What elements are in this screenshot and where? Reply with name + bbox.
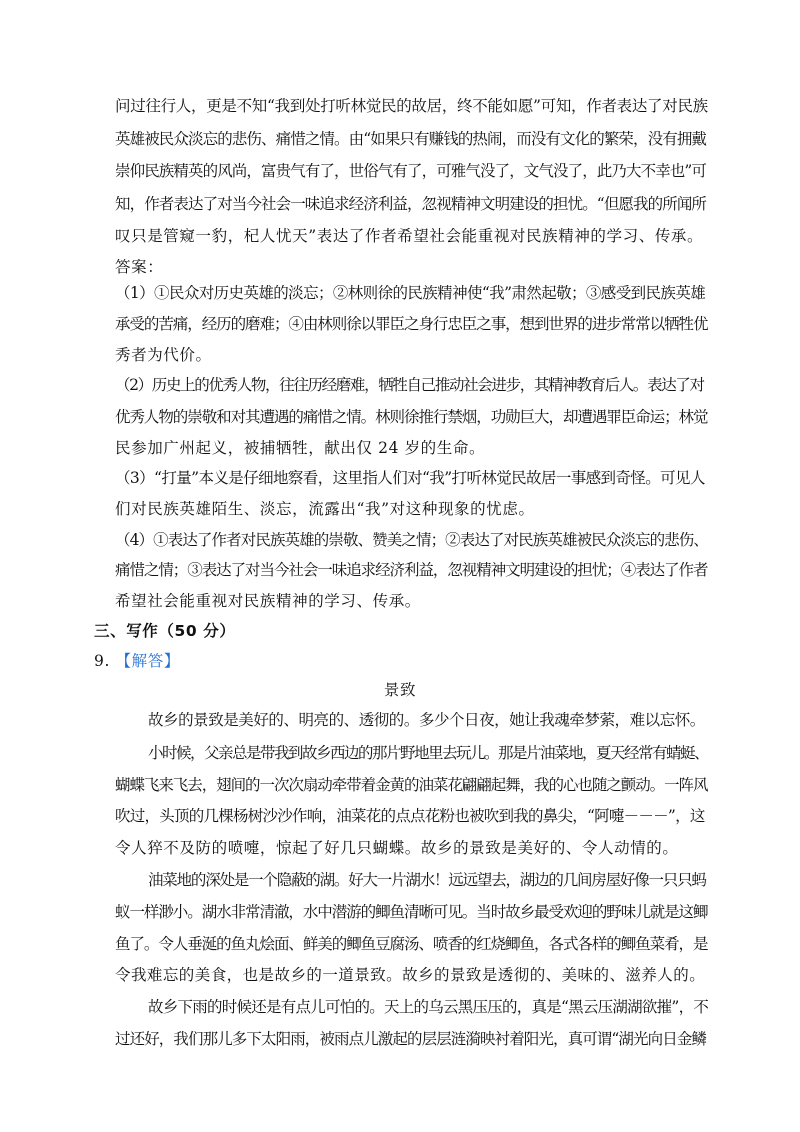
- essay-line: 故乡下雨的时候还是有点儿可怕的。天上的乌云黑压压的，真是“黑云压湖湖欲摧”，不: [148, 998, 709, 1016]
- essay-line: 吹过，头顶的几棵杨树沙沙作响，油菜花的点点花粉也被吹到我的鼻尖，“阿嚏－－－”，这: [115, 807, 705, 825]
- essay-line: 蝴蝶飞来飞去，翅间的一次次扇动牵带着金黄的油菜花翩翩起舞，我的心也随之颤动。一阵风: [115, 776, 708, 794]
- answer-line: （1）①民众对历史英雄的淡忘；②林则徐的民族精神使“我”肃然起敬；③感受到民族英雄: [115, 284, 706, 302]
- analysis-line: 知，作者表达了对当今社会一味追求经济利益，忽视精神文明建设的担忧。“但愿我的所闻所: [115, 195, 707, 213]
- essay-title: 景致: [383, 681, 417, 699]
- essay-line: 过还好，我们那儿多下太阳雨，被雨点儿激起的层层涟漪映衬着阳光，真可谓“湖光向日金鳞: [115, 1030, 707, 1048]
- answer-line: 希望社会能重视对民族精神的学习、传承。: [115, 592, 421, 610]
- essay-line: 油菜地的深处是一个隐蔽的湖。好大一片湖水！远远望去，湖边的几间房屋好像一只只蚂: [148, 871, 706, 889]
- essay-line: 鱼了。令人垂涎的鱼丸烩面、鲜美的鲫鱼豆腐汤、喷香的红烧鲫鱼，各式各样的鲫鱼菜肴，是: [115, 935, 708, 953]
- answer-line: 优秀人物的崇敬和对其遭遇的痛惜之情。林则徐推行禁烟，功勋巨大，却遭遇罪臣命运；林觉: [115, 408, 708, 426]
- answer-label: 答案：: [115, 258, 164, 276]
- question-header: [94, 651, 180, 671]
- section-title: 三、写作（50 分）: [94, 622, 236, 640]
- essay-line: 小时候，父亲总是带我到故乡西边的那片野地里去玩儿。那是片油菜地，夏天经常有蜻蜓、: [148, 744, 709, 762]
- answer-line: （3）“打量”本义是仔细地察看，这里指人们对“我”打听林觉民故居一事感到奇怪。可见人: [115, 469, 705, 487]
- essay-line: 故乡的景致是美好的、明亮的、透彻的。多少个日夜，她让我魂牵梦萦，难以忘怀。: [148, 711, 705, 729]
- essay-line: 令我难忘的美食，也是故乡的一道景致。故乡的景致是透彻的、美味的、滋养人的。: [115, 966, 706, 984]
- analysis-line: 叹只是管窥一豹，杞人忧天”表达了作者希望社会能重视对民族精神的学习、传承。: [115, 227, 704, 245]
- essay-line: 蚁一样渺小。湖水非常清澈，水中潜游的鲫鱼清晰可见。当时故乡最受欢迎的野味儿就是这鲫: [115, 903, 708, 921]
- analysis-line: 崇仰民族精英的风尚，富贵气有了，世俗气有了，可雅气没了，文气没了，此乃大不幸也”可: [115, 162, 707, 180]
- essay-line: 令人猝不及防的喷嚏，惊起了好几只蝴蝶。故乡的景致是美好的、令人动情的。: [115, 839, 679, 857]
- answer-line: 民参加广州起义，被捕牺牲，献出仅 24 岁的生命。: [115, 439, 486, 457]
- answer-line: 承受的苦痛，经历的磨难；④由林则徐以罪臣之身行忠臣之事，想到世界的进步常常以牺牲优: [115, 315, 708, 333]
- answer-line: 痛惜之情；③表达了对当今社会一味追求经济利益，忽视精神文明建设的担忧；④表达了作者: [115, 561, 708, 579]
- analysis-line: 英雄被民众淡忘的悲伤、痛惜之情。由“如果只有赚钱的热闹，而没有文化的繁荣，没有拥戴: [115, 130, 707, 148]
- answer-line: （2）历史上的优秀人物，往往历经磨难，牺牲自己推动社会进步，其精神教育后人。表达了对: [115, 376, 704, 394]
- question-number: 9.: [94, 652, 110, 670]
- answer-line: 秀者为代价。: [115, 346, 212, 364]
- answer-line: 们对民族英雄陌生、淡忘，流露出“我”对这种现象的忧虑。: [115, 500, 535, 518]
- analysis-line: 问过往行人，更是不知“我到处打听林觉民的故居，终不能如愿”可知，作者表达了对民族: [115, 97, 708, 115]
- answer-tag: 【解答】: [115, 652, 180, 670]
- answer-line: （4）①表达了作者对民族英雄的崇敬、赞美之情；②表达了对民族英雄被民众淡忘的悲伤、: [115, 531, 708, 549]
